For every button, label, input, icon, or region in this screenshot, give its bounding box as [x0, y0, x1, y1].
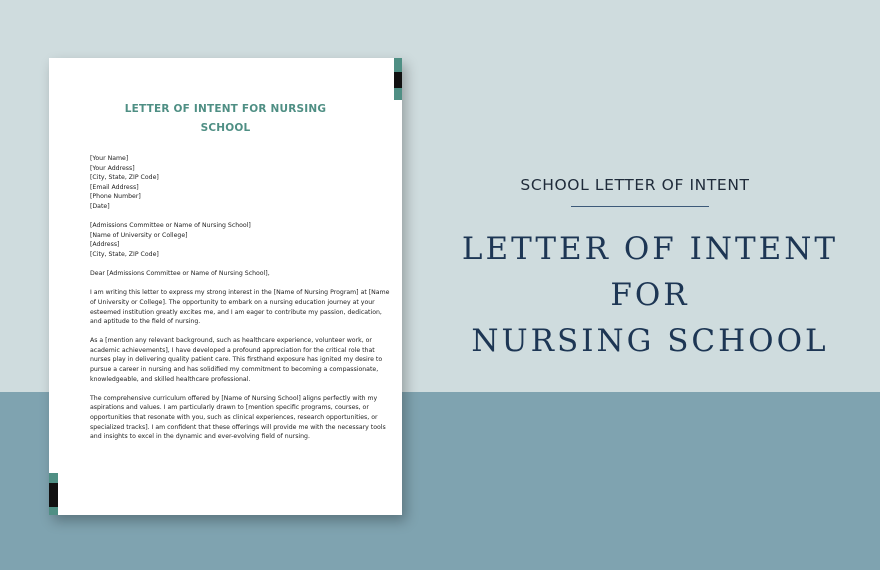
salutation: Dear [Admissions Committee or Name of Nursing School],	[90, 270, 270, 278]
paragraph-line: aspirations and values. I am particularly drawn to [mention specific programs, courses, or	[90, 404, 369, 412]
sender-city: [City, State, ZIP Code]	[90, 174, 159, 182]
headline-line: LETTER OF INTENT FOR	[461, 231, 839, 313]
paragraph-line: and aptitude to the field of nursing.	[90, 318, 201, 326]
sender-email: [Email Address]	[90, 183, 139, 191]
paragraph-line: and insights to excel in the dynamic and ever-evolving field of nursing.	[90, 433, 310, 441]
paragraph-line: As a [mention any relevant background, such as healthcare experience, volunteer work, or	[90, 337, 372, 345]
document-title	[49, 100, 402, 138]
recipient-address: [Address]	[90, 241, 120, 249]
document-title-line: LETTER OF INTENT FOR NURSING	[124, 103, 327, 115]
paragraph-line: academic achievements], I have developed a profound appreciation for the critical role that	[90, 346, 375, 354]
sender-block	[90, 154, 362, 212]
corner-accent-teal	[394, 88, 402, 100]
paragraph-line: pursue a career in nursing and has solidified my commitment to becoming a compassionate,	[90, 366, 379, 374]
sender-phone: [Phone Number]	[90, 193, 141, 201]
banner-divider	[571, 206, 709, 207]
sender-name: [Your Name]	[90, 155, 129, 162]
banner-subtitle: SCHOOL LETTER OF INTENT	[520, 176, 750, 194]
letter-body	[90, 154, 390, 442]
recipient-committee: [Admissions Committee or Name of Nursing School]	[90, 222, 251, 230]
paragraph-line: specialized tracks]. I am confident that these offerings will provide me with the necessary tools	[90, 423, 386, 431]
sender-address: [Your Address]	[90, 164, 135, 172]
corner-accent-teal	[49, 507, 58, 515]
paragraph-line: knowledgeable, and skilled healthcare professional.	[90, 375, 251, 383]
paragraph-line: The comprehensive curriculum offered by [Name of Nursing School] aligns perfectly with my	[90, 394, 378, 402]
paragraph-line: of University or College]. The opportunity to embark on a nursing education journey at your	[90, 298, 375, 306]
paragraph-line: esteemed institution greatly excites me, and I am eager to contribute my passion, dedication,	[90, 308, 382, 316]
paragraph-2	[90, 336, 383, 384]
headline-line: NURSING SCHOOL	[471, 323, 829, 359]
paragraph-1	[90, 288, 390, 326]
corner-accent-teal	[394, 58, 402, 72]
corner-accent-teal	[49, 473, 58, 483]
recipient-block	[90, 221, 362, 259]
banner-headline	[430, 226, 870, 364]
letter-document-page	[49, 58, 402, 515]
paragraph-3	[90, 394, 386, 442]
paragraph-line: opportunities that resonate with you, such as clinical experiences, research opportunities, or	[90, 414, 378, 422]
recipient-city: [City, State, ZIP Code]	[90, 250, 159, 258]
paragraph-line: I am writing this letter to express my strong interest in the [Name of Nursing Program] at [Name	[90, 289, 390, 297]
corner-accent-black	[394, 72, 402, 88]
sender-date: [Date]	[90, 202, 110, 210]
recipient-university: [Name of University or College]	[90, 231, 188, 239]
document-title-line: SCHOOL	[200, 122, 251, 134]
corner-accent-black	[49, 483, 58, 507]
paragraph-line: nurses play in delivering quality patient care. This firsthand exposure has ignited my desire to	[90, 356, 383, 364]
